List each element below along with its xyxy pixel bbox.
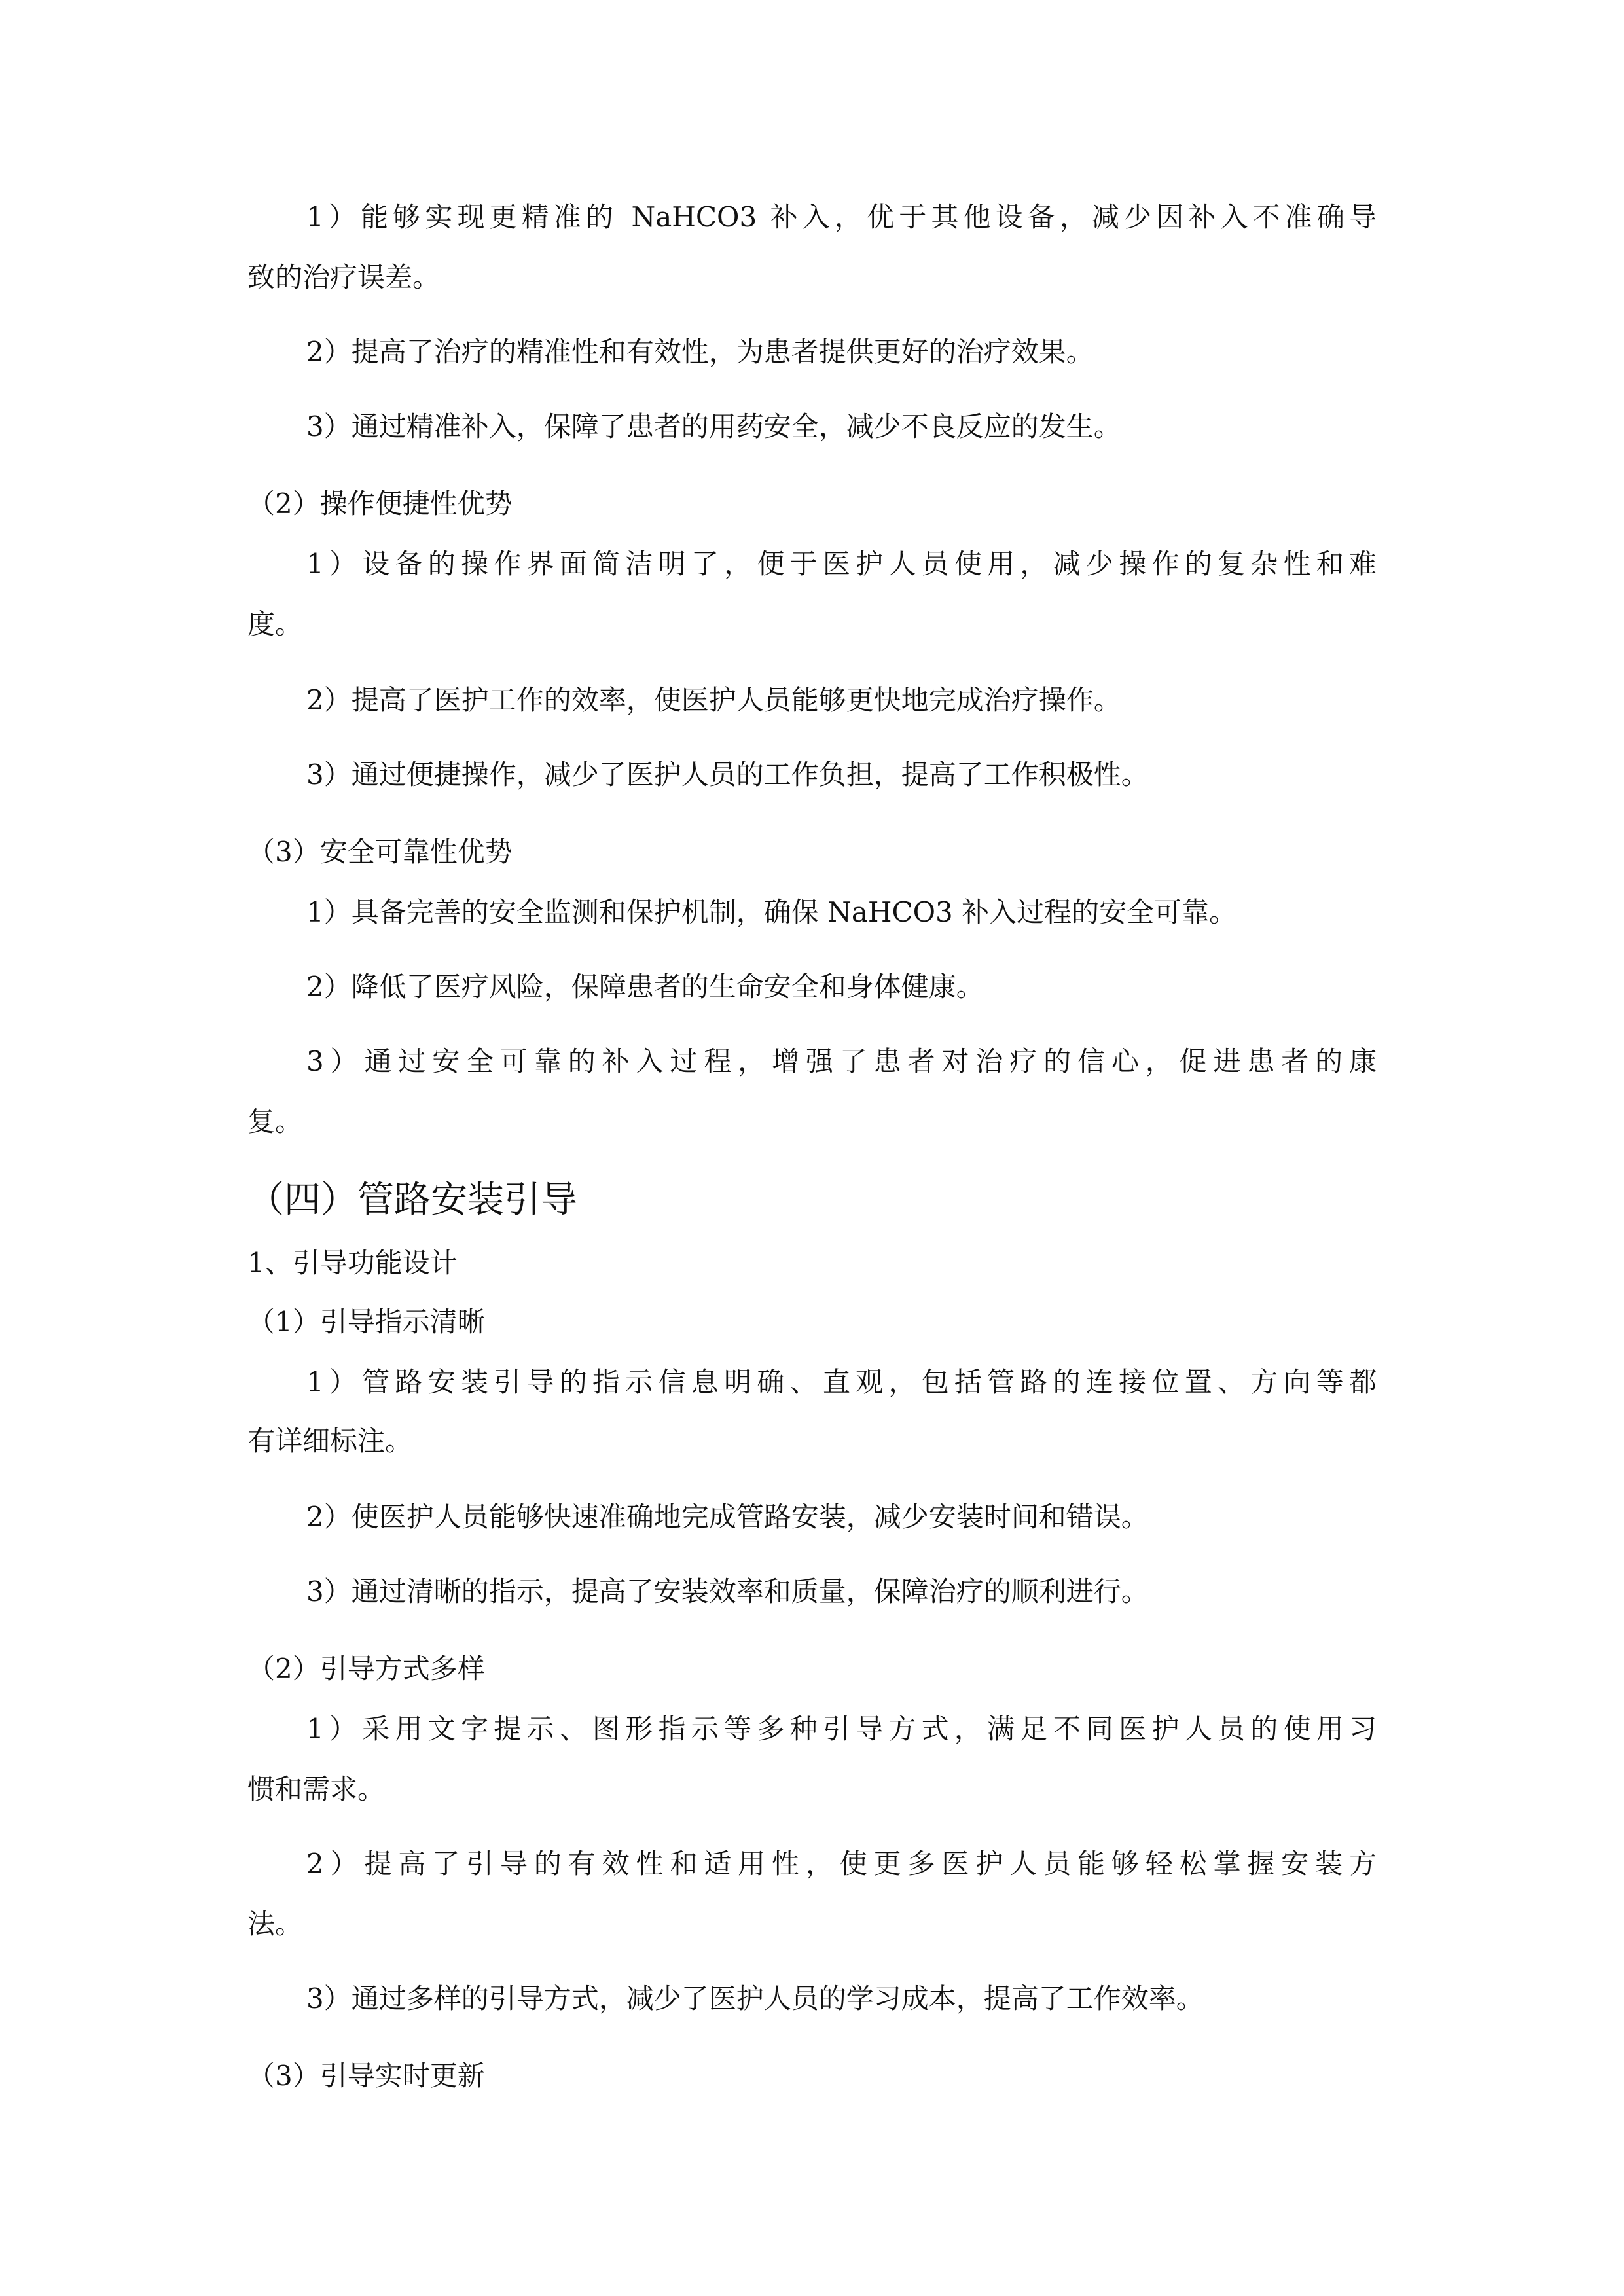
- paragraph-line: 1）设备的操作界面简洁明了，便于医护人员使用，减少操作的复杂性和难: [306, 548, 1377, 580]
- subheading: 1、引导功能设计: [247, 1247, 458, 1279]
- paragraph-line: 有详细标注。: [247, 1425, 413, 1457]
- paragraph-line: 3）通过安全可靠的补入过程，增强了患者对治疗的信心，促进患者的康: [306, 1045, 1377, 1077]
- subheading: （3）安全可靠性优势: [247, 836, 513, 868]
- paragraph-line: 惯和需求。: [247, 1773, 386, 1805]
- paragraph-line: 法。: [247, 1908, 303, 1940]
- paragraph-line: 1）能够实现更精准的 NaHCO3 补入，优于其他设备，减少因补入不准确导: [306, 201, 1377, 233]
- subheading: （3）引导实时更新: [247, 2060, 485, 2092]
- paragraph-line: 度。: [247, 608, 303, 640]
- paragraph-line: 1）采用文字提示、图形指示等多种引导方式，满足不同医护人员的使用习: [306, 1713, 1377, 1745]
- paragraph-line: 2）提高了引导的有效性和适用性，使更多医护人员能够轻松掌握安装方: [306, 1848, 1377, 1880]
- paragraph-line: 1）具备完善的安全监测和保护机制，确保 NaHCO3 补入过程的安全可靠。: [306, 896, 1237, 928]
- paragraph-line: 2）提高了治疗的精准性和有效性，为患者提供更好的治疗效果。: [306, 336, 1094, 368]
- paragraph-line: 2）使医护人员能够快速准确地完成管路安装，减少安装时间和错误。: [306, 1501, 1149, 1533]
- paragraph-line: 2）降低了医疗风险，保障患者的生命安全和身体健康。: [306, 971, 984, 1003]
- subheading: （2）引导方式多样: [247, 1653, 485, 1685]
- section-heading: （四）管路安装引导: [247, 1179, 577, 1221]
- paragraph-line: 1）管路安装引导的指示信息明确、直观，包括管路的连接位置、方向等都: [306, 1366, 1377, 1398]
- paragraph-line: 3）通过精准补入，保障了患者的用药安全，减少不良反应的发生。: [306, 410, 1121, 442]
- subheading: （1）引导指示清晰: [247, 1306, 485, 1338]
- paragraph-line: 3）通过清晰的指示，提高了安装效率和质量，保障治疗的顺利进行。: [306, 1575, 1149, 1607]
- paragraph-line: 致的治疗误差。: [247, 261, 441, 293]
- paragraph-line: 3）通过便捷操作，减少了医护人员的工作负担，提高了工作积极性。: [306, 759, 1149, 791]
- paragraph-line: 3）通过多样的引导方式，减少了医护人员的学习成本，提高了工作效率。: [306, 1982, 1204, 2015]
- subheading: （2）操作便捷性优势: [247, 488, 513, 520]
- paragraph-line: 2）提高了医护工作的效率，使医护人员能够更快地完成治疗操作。: [306, 684, 1121, 716]
- paragraph-line: 复。: [247, 1105, 303, 1138]
